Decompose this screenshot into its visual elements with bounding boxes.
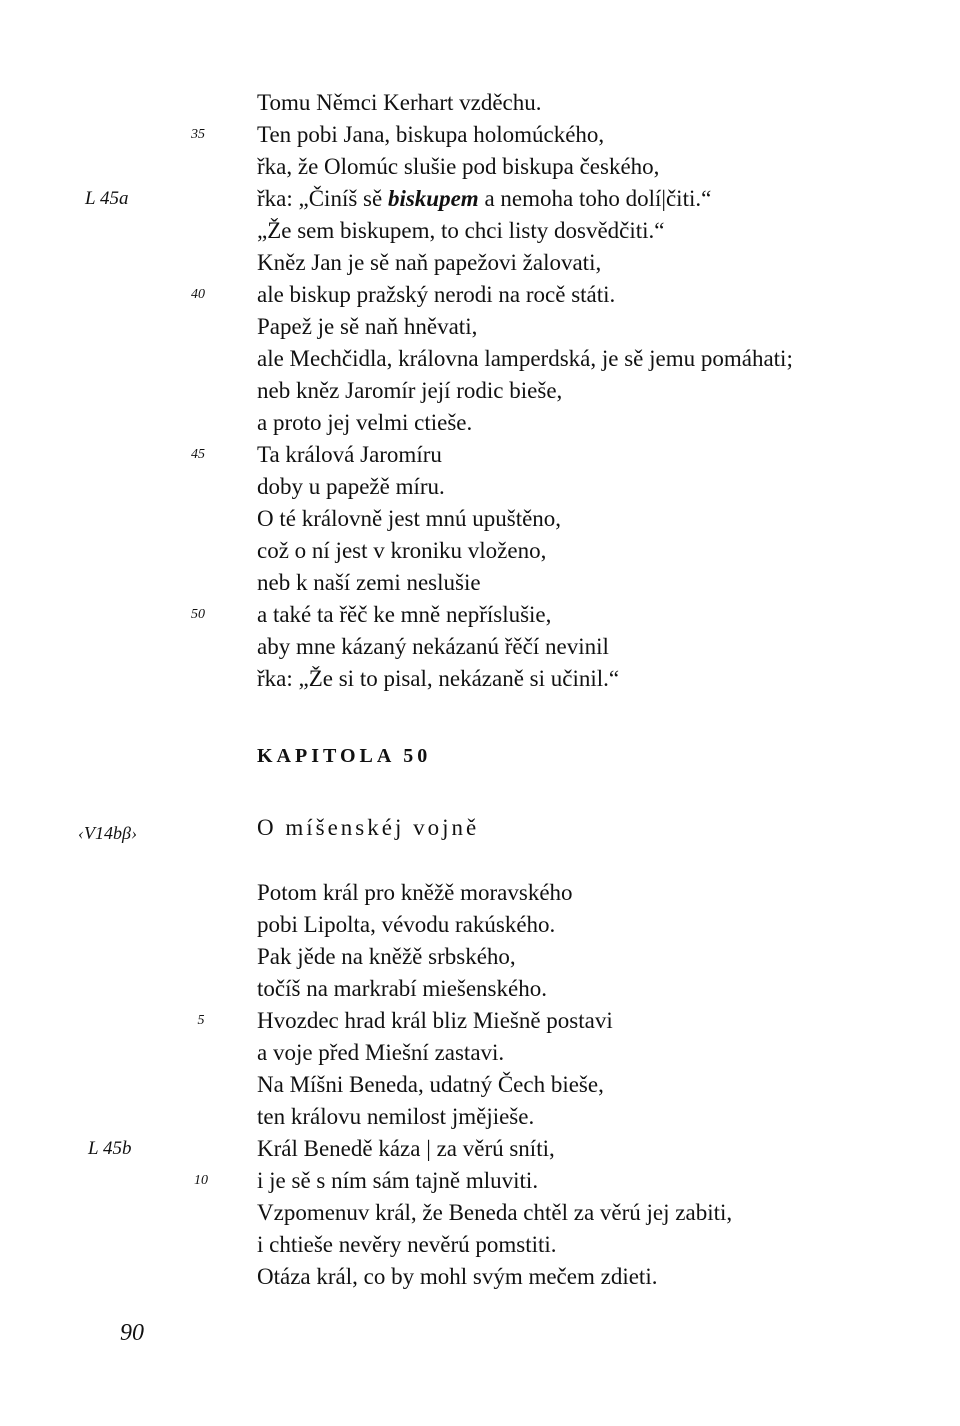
page-number: 90 <box>120 1320 144 1346</box>
verse-line: Vzpomenuv král, že Beneda chtěl za věrú jej zabiti, <box>257 1200 733 1225</box>
verse-line: Ten pobi Jana, biskupa holomúckého, <box>257 122 605 147</box>
verse-line: ten královu nemilost jmějieše. <box>257 1104 535 1129</box>
verse-line: řka, že Olomúc slušie pod biskupa českého, <box>257 154 660 179</box>
line-number: 40 <box>191 287 205 302</box>
verse-line-text: řka: „Činíš sě <box>257 186 388 211</box>
verse-line: a také ta řěč ke mně nepříslušie, <box>257 602 552 627</box>
verse-line: „Že sem biskupem, to chci listy dosvědčiti.“ <box>257 218 665 243</box>
verse-line: Pak jěde na kněžě srbského, <box>257 944 516 969</box>
verse-line <box>257 184 711 214</box>
verse-line: Potom král pro kněžě moravského <box>257 880 573 905</box>
line-number: 10 <box>194 1173 208 1188</box>
verse-line: pobi Lipolta, vévodu rakúského. <box>257 912 556 937</box>
verse-line: a proto jej velmi ctieše. <box>257 410 473 435</box>
verse-line: řka: „Že si to pisal, nekázaně si učinil.“ <box>257 666 620 691</box>
verse-line: doby u papežě míru. <box>257 474 445 499</box>
verse-line: i je sě s ním sám tajně mluviti. <box>257 1168 539 1193</box>
verse-line: O té královně jest mnú upuštěno, <box>257 506 562 531</box>
chapter-heading: KAPITOLA 50 <box>257 745 432 767</box>
verse-line: Otáza král, co by mohl svým mečem zdieti. <box>257 1264 658 1289</box>
line-number: 50 <box>191 607 205 622</box>
emphasized-word: biskupem <box>387 186 479 211</box>
line-number: 35 <box>191 127 205 142</box>
verse-line: Tomu Němci Kerhart vzděchu. <box>257 90 542 115</box>
verse-line: Kněz Jan je sě naň papežovi žalovati, <box>257 250 602 275</box>
verse-line: točíš na markrabí miešenského. <box>257 976 547 1001</box>
line-number: 5 <box>197 1013 205 1028</box>
verse-line: Papež je sě naň hněvati, <box>257 314 478 339</box>
verse-line: ale biskup pražský nerodi na rocě státi. <box>257 282 616 307</box>
source-note: ‹V14bβ› <box>78 823 137 843</box>
verse-line: Na Míšni Beneda, udatný Čech bieše, <box>257 1072 604 1097</box>
verse-line: Ta králová Jaromíru <box>257 442 442 467</box>
verse-line-tail: a nemoha toho dolí|čiti.“ <box>478 186 712 211</box>
verse-line: aby mne kázaný nekázanú řěčí nevinil <box>257 634 609 659</box>
line-number: 45 <box>191 447 205 462</box>
verse-line: neb kněz Jaromír její rodic bieše, <box>257 378 563 403</box>
verse-line: neb k naší zemi neslušie <box>257 570 481 595</box>
verse-line: což o ní jest v kroniku vloženo, <box>257 538 547 563</box>
verse-line: Král Benedě káza | za věrú sníti, <box>257 1136 555 1161</box>
chapter-title: O míšenskéj vojně <box>257 815 480 840</box>
verse-line: Hvozdec hrad král bliz Miešně postavi <box>257 1008 613 1033</box>
margin-note: L 45b <box>88 1138 132 1159</box>
margin-note: L 45a <box>85 188 129 209</box>
verse-line: ale Mechčidla, královna lamperdská, je sě jemu pomáhati; <box>257 346 793 371</box>
verse-line: a voje před Miešní zastavi. <box>257 1040 505 1065</box>
verse-line: i chtieše nevěry nevěrú pomstiti. <box>257 1232 557 1257</box>
